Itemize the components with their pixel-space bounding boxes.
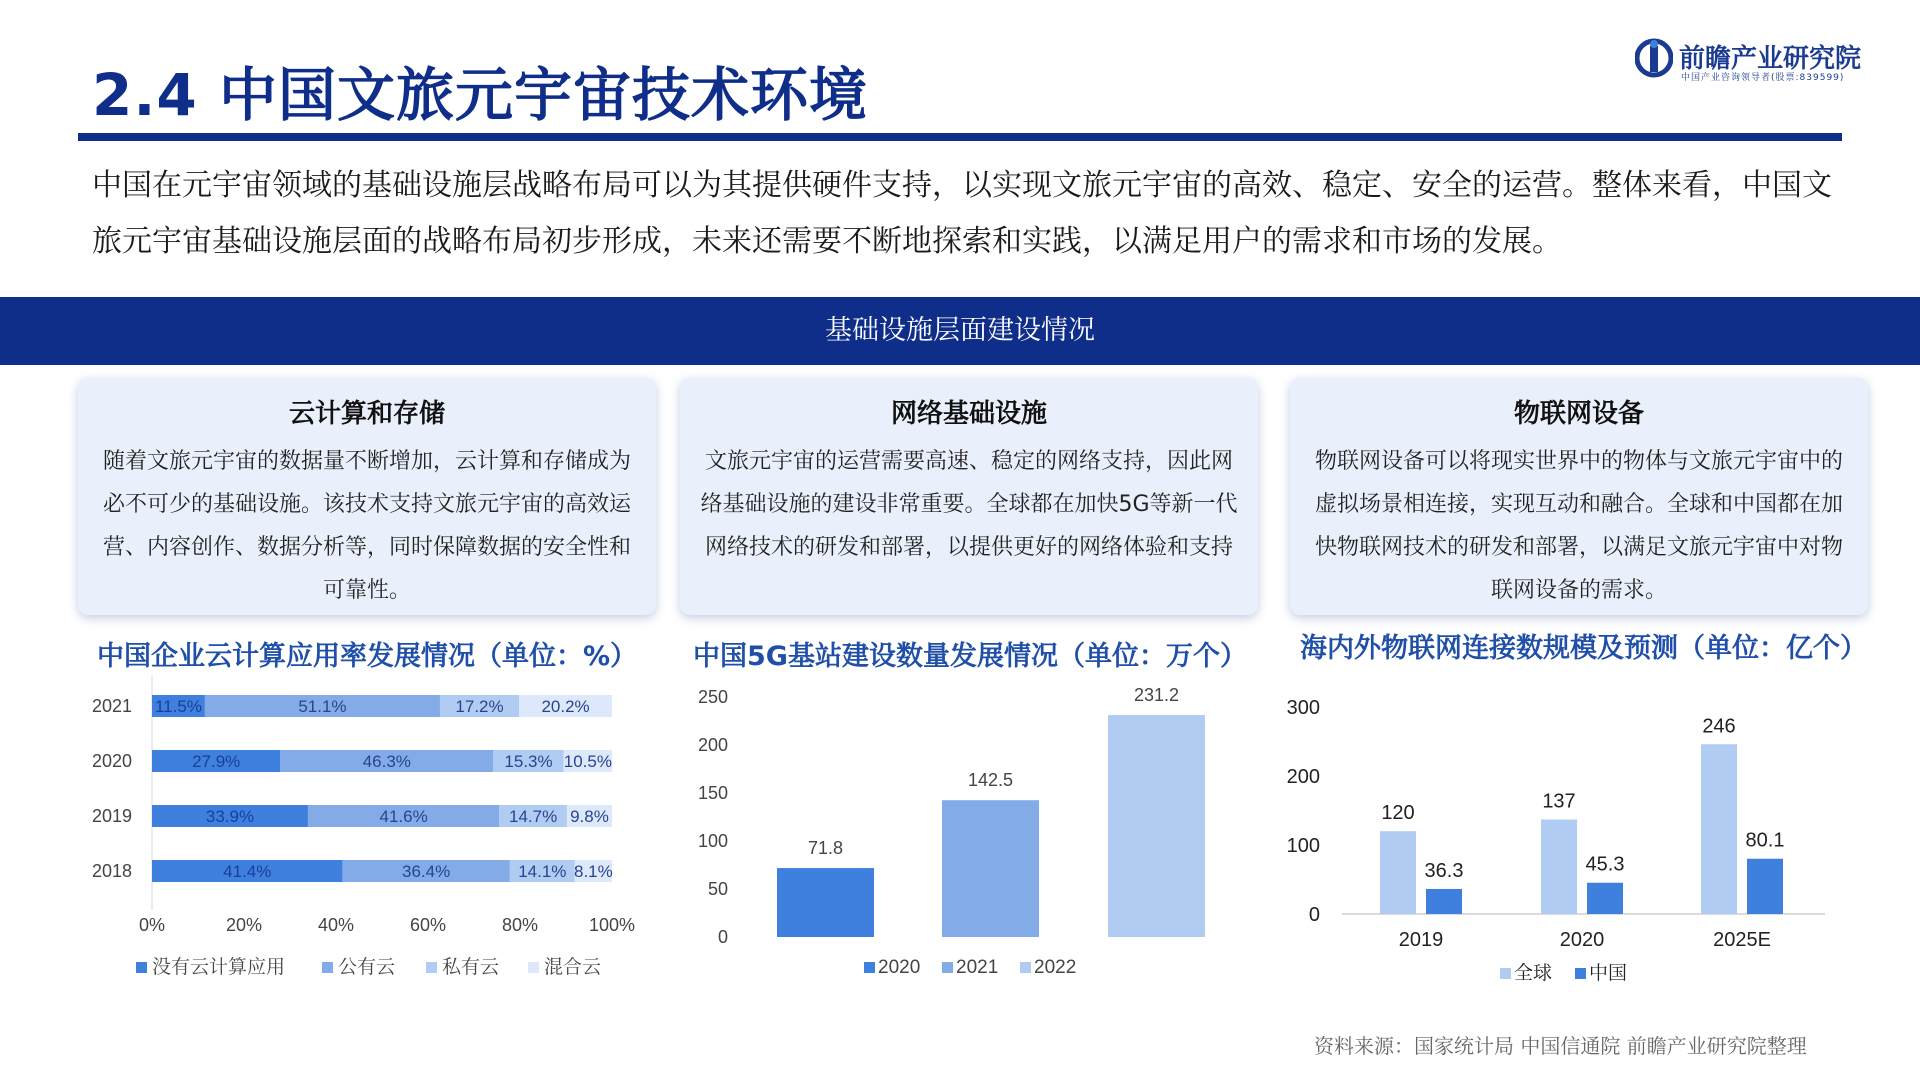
card-iot <box>1290 378 1868 615</box>
y-tick-label: 2019 <box>91 806 132 826</box>
data-label: 33.9% <box>205 807 255 826</box>
x-tick-label: 2020 <box>1559 929 1605 951</box>
y-tick-label: 0 <box>717 927 728 947</box>
data-label: 17.2% <box>455 697 504 716</box>
bar <box>777 868 874 937</box>
legend-label: 私有云 <box>442 957 500 978</box>
card-title: 物联网设备 <box>1513 399 1644 429</box>
x-tick-label: 2025E <box>1713 929 1771 951</box>
card-title: 网络基础设施 <box>890 399 1047 429</box>
legend-label: 没有云计算应用 <box>152 957 286 978</box>
data-label: 246 <box>1702 715 1736 738</box>
chart-title-cloud: 中国企业云计算应用率发展情况（单位：%） <box>96 641 638 672</box>
x-tick-label: 2019 <box>1398 929 1444 951</box>
x-tick-label: 60% <box>409 915 447 935</box>
legend-swatch <box>426 962 437 973</box>
data-label: 15.3% <box>504 752 553 771</box>
logo-icon <box>1635 38 1673 78</box>
data-label: 80.1 <box>1745 829 1785 852</box>
intro-paragraph: 中国在元宇宙领域的基础设施层战略布局可以为其提供硬件支持，以实现文旅元宇宙的高效、稳定、安全的运营。整体来看，中国文旅元宇宙基础设施层面的战略布局初步形成，未来还需要不断地探索和实践，以满足用户的需求和市场的发展。 <box>92 168 1832 259</box>
legend-label: 公有云 <box>338 957 396 978</box>
legend-label: 混合云 <box>544 957 602 978</box>
y-tick-label: 2018 <box>91 861 132 881</box>
x-tick-label: 40% <box>317 915 355 935</box>
data-label: 51.1% <box>298 697 347 716</box>
x-tick-label: 100% <box>588 915 636 935</box>
data-label: 11.5% <box>154 697 202 716</box>
data-label: 10.5% <box>563 752 612 771</box>
title-divider <box>78 133 1842 141</box>
y-tick-label: 100 <box>697 831 728 851</box>
data-label: 231.2 <box>1133 685 1180 706</box>
chart-title-5g: 中国5G基站建设数量发展情况（单位：万个） <box>693 641 1247 672</box>
card-title: 云计算和存储 <box>288 399 445 429</box>
y-tick-label: 2021 <box>91 696 132 716</box>
y-tick-label: 250 <box>697 687 728 707</box>
data-label: 41.6% <box>379 807 428 826</box>
legend-swatch <box>528 962 539 973</box>
chart-cloud-usage <box>70 675 670 995</box>
chart-5g-stations <box>680 675 1240 995</box>
card-cloud <box>78 378 656 615</box>
y-tick-label: 100 <box>1286 835 1320 857</box>
data-label: 27.9% <box>192 752 241 771</box>
data-label: 36.4% <box>402 862 451 881</box>
logo-name: 前瞻产业研究院 <box>1679 44 1862 74</box>
y-tick-label: 300 <box>1286 697 1320 719</box>
legend-swatch <box>1020 962 1031 973</box>
data-label: 8.1% <box>573 862 613 881</box>
legend-swatch <box>1500 968 1511 979</box>
data-label: 14.7% <box>509 807 558 826</box>
data-label: 137 <box>1542 790 1576 813</box>
data-label: 20.2% <box>541 697 590 716</box>
chart-title-iot: 海内外物联网连接数规模及预测（单位：亿个） <box>1300 633 1867 664</box>
y-tick-label: 0 <box>1308 904 1320 926</box>
x-tick-label: 80% <box>501 915 539 935</box>
bar <box>1701 744 1737 914</box>
y-tick-label: 200 <box>1286 766 1320 788</box>
x-tick-label: 0% <box>138 915 166 935</box>
legend-label: 2021 <box>956 957 999 978</box>
data-label: 9.8% <box>570 807 609 826</box>
bar <box>1426 889 1462 914</box>
y-tick-label: 150 <box>697 783 728 803</box>
card-body: 随着文旅元宇宙的数据量不断增加，云计算和存储成为必不可少的基础设施。该技术支持文旅元宇宙的高效运营、内容创作、数据分析等，同时保障数据的安全性和可靠性。 <box>102 449 631 603</box>
y-tick-label: 2020 <box>91 751 132 771</box>
legend-swatch <box>322 962 333 973</box>
legend-label: 全球 <box>1514 963 1553 984</box>
brand-logo <box>1635 38 1875 88</box>
data-label: 46.3% <box>362 752 411 771</box>
legend-swatch <box>864 962 875 973</box>
y-tick-label: 200 <box>697 735 728 755</box>
data-label: 14.1% <box>518 862 567 881</box>
bar <box>1541 819 1577 914</box>
card-body: 文旅元宇宙的运营需要高速、稳定的网络支持，因此网络基础设施的建设非常重要。全球都在加快5G等新一代网络技术的研发和部署，以提供更好的网络体验和支持 <box>700 449 1238 560</box>
chart-iot-connections <box>1270 690 1870 990</box>
x-tick-label: 20% <box>225 915 263 935</box>
data-label: 36.3 <box>1424 859 1464 882</box>
card-body: 物联网设备可以将现实世界中的物体与文旅元宇宙中的虚拟场景相连接，实现互动和融合。全球和中国都在加快物联网技术的研发和部署，以满足文旅元宇宙中对物联网设备的需求。 <box>1314 449 1843 603</box>
data-label: 142.5 <box>967 770 1014 791</box>
legend-swatch <box>942 962 953 973</box>
y-tick-label: 50 <box>707 879 728 899</box>
bar <box>1747 859 1783 914</box>
data-label: 41.4% <box>223 862 272 881</box>
bar <box>942 800 1039 937</box>
legend-label: 中国 <box>1589 963 1628 984</box>
section-band: 基础设施层面建设情况 <box>0 297 1920 365</box>
bar <box>1587 883 1623 914</box>
legend-label: 2022 <box>1034 957 1077 978</box>
data-label: 71.8 <box>807 838 844 859</box>
legend-swatch <box>1575 968 1586 979</box>
bar <box>1380 831 1416 914</box>
logo-subtitle: 中国产业咨询领导者(股票:839599) <box>1681 73 1845 83</box>
legend-swatch <box>136 962 147 973</box>
data-label: 45.3 <box>1585 853 1625 876</box>
bar <box>1108 715 1205 937</box>
card-network <box>680 378 1258 615</box>
page-title: 2.4 中国文旅元宇宙技术环境 <box>92 61 868 129</box>
source-note: 资料来源：国家统计局 中国信通院 前瞻产业研究院整理 <box>1314 1034 1807 1058</box>
data-label: 120 <box>1381 802 1415 825</box>
legend-label: 2020 <box>878 957 921 978</box>
